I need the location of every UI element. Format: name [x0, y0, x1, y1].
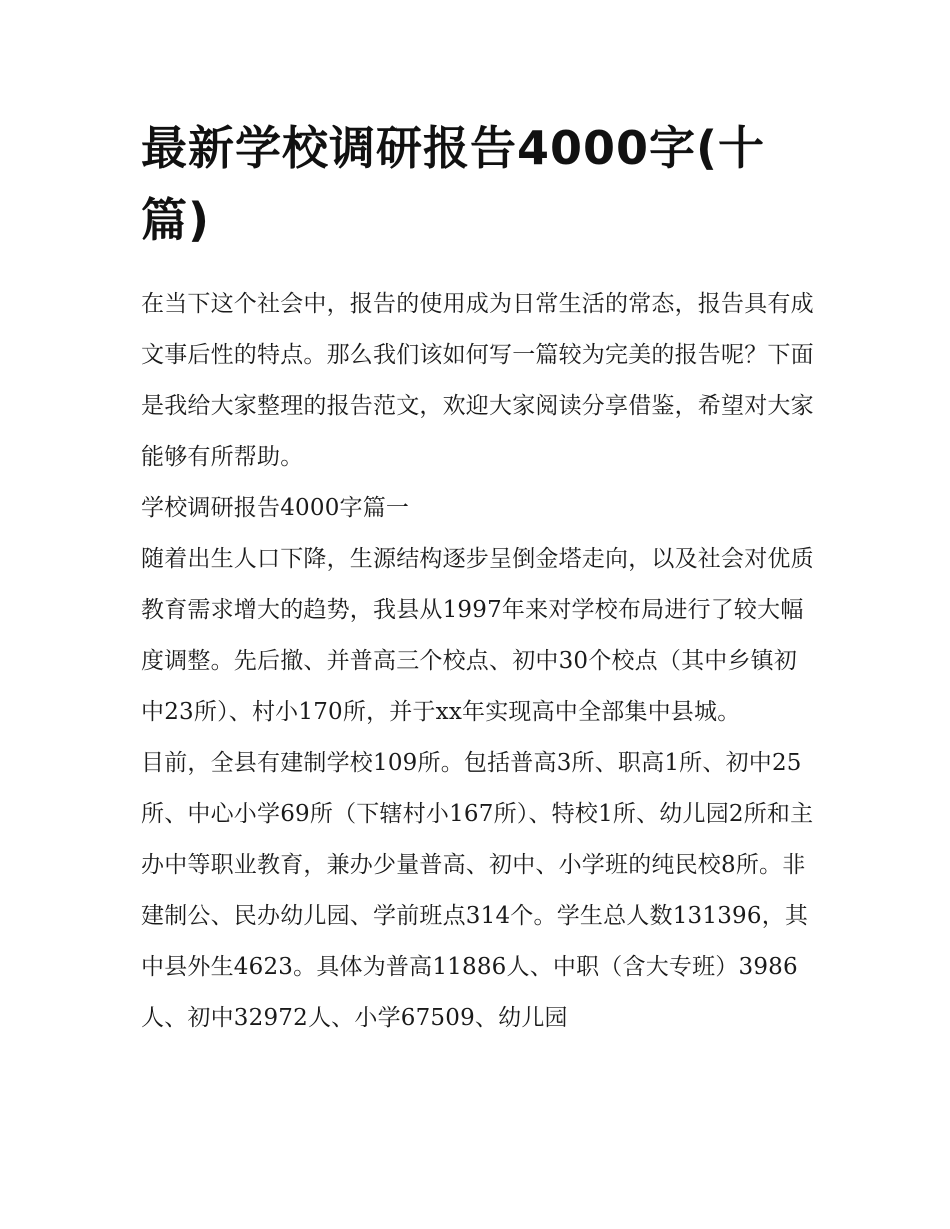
body-paragraph: 目前，全县有建制学校109所。包括普高3所、职高1所、初中25所、中心小学69所（下辖村小167所）、特校1所、幼儿园2所和主办中等职业教育，兼办少量普高、初中、小学班的纯民校8所。非建制公、民办幼儿园、学前班点314个。学生总人数131396，其中县外生4623。具体为普高11886人、中职（含大专班）3986人、初中32972人、小学67509、幼儿园: [141, 750, 814, 1031]
document-title: 最新学校调研报告4000字(十篇): [141, 121, 766, 247]
document-body: [141, 279, 816, 1044]
section-heading: 学校调研报告4000字篇一: [141, 495, 410, 521]
body-paragraph: 随着出生人口下降，生源结构逐步呈倒金塔走向，以及社会对优质教育需求增大的趋势，我县从1997年来对学校布局进行了较大幅度调整。先后撤、并普高三个校点、初中30个校点（其中乡镇初中23所）、村小170所，并于xx年实现高中全部集中县城。: [141, 546, 814, 725]
intro-paragraph: 在当下这个社会中，报告的使用成为日常生活的常态，报告具有成文事后性的特点。那么我们该如何写一篇较为完美的报告呢？下面是我给大家整理的报告范文，欢迎大家阅读分享借鉴，希望对大家能够有所帮助。: [141, 291, 814, 470]
document-content: [141, 112, 816, 1044]
